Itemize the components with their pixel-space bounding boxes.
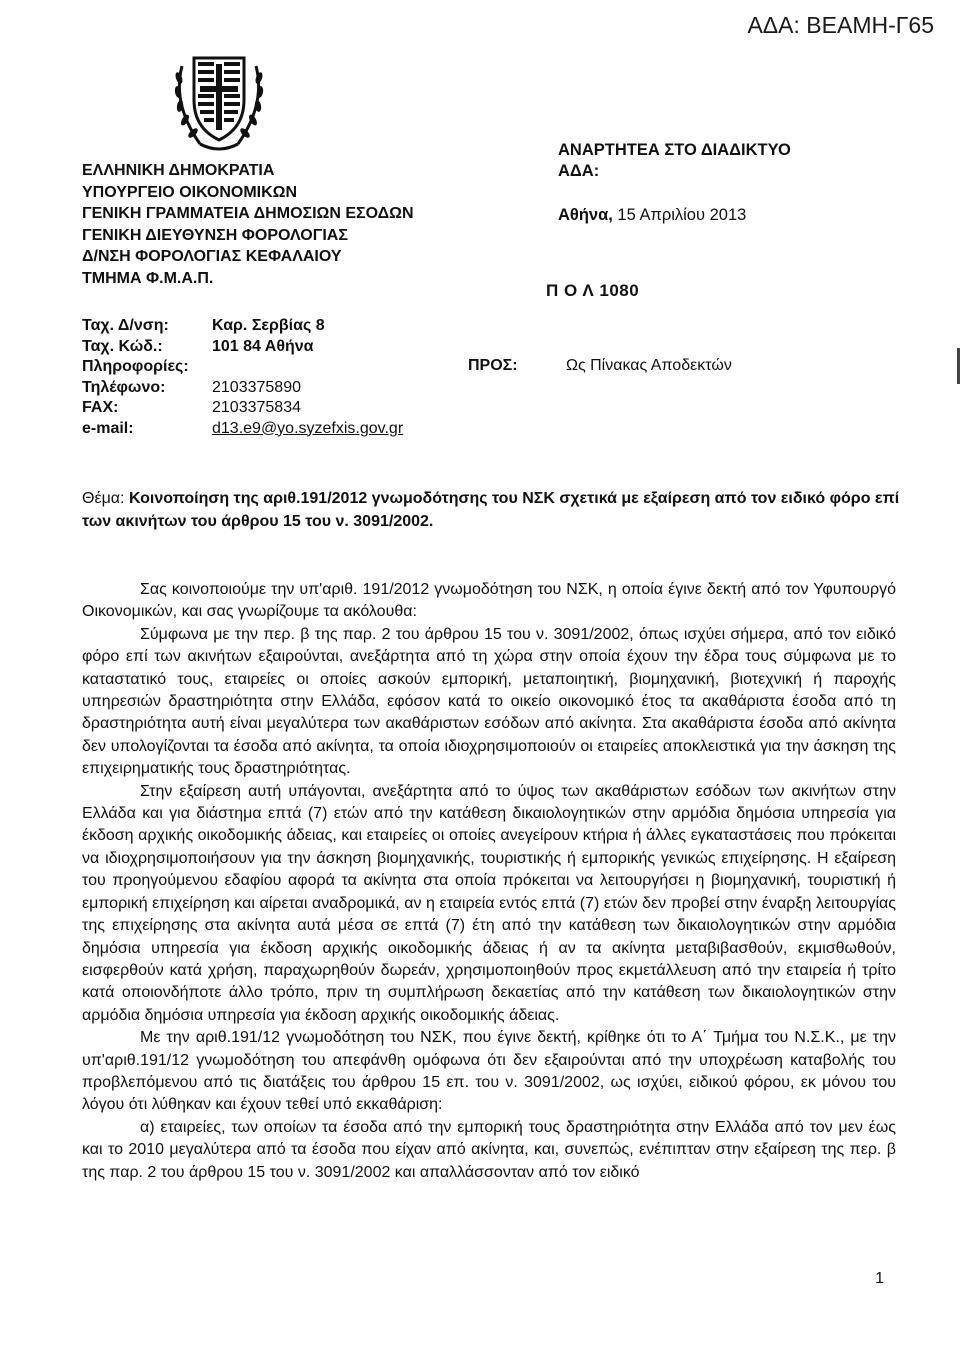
body-paragraph: Σας κοινοποιούμε την υπ'αριθ. 191/2012 γνωμοδότηση του ΝΣΚ, η οποία έγινε δεκτή από τον Υφυπουργό Οικονομικών, και σας γνωρίζουμε τα ακόλουθα: [82, 581, 896, 621]
contact-row-phone [82, 378, 403, 399]
address-label: Ταχ. Δ/νση: [82, 317, 169, 334]
authority-line: ΤΜΗΜΑ Φ.Μ.Α.Π. [82, 269, 214, 287]
document-body [82, 579, 896, 1184]
subject-text: Κοινοποίηση της αριθ.191/2012 γνωμοδότησης του ΝΣΚ σχετικά με εξαίρεση από τον ειδικό φόρο επί των ακινήτων του άρθρου 15 του ν. 3091/2002. [82, 490, 900, 530]
authority-line: ΓΕΝΙΚΗ ΔΙΕΥΘΥΝΣΗ ΦΟΡΟΛΟΓΙΑΣ [82, 226, 348, 244]
address-value: Καρ. Σερβίας 8 [212, 317, 325, 334]
email-link[interactable]: d13.e9@yo.syzefxis.gov.gr [212, 419, 404, 437]
body-paragraph: Στην εξαίρεση αυτή υπάγονται, ανεξάρτητα από το ύψος των ακαθάριστων εσόδων των ακινήτων στην Ελλάδα και για διάστημα επτά (7) ετών από την κατάθεση δικαιολογητικών στην αρμόδια δημόσια υπηρεσία για έκδοση αρχικής οικοδομικής άδειας, και εταιρείες οι οποίες ανεγείρουν κτήρια ή άλλες εγκαταστάσεις που πρόκειται να ιδιοχρησιμοποιήσουν για την άσκηση βιομηχανικής, τουριστικής ή εμπορικής γενικώς επιχείρησης. Η εξαίρεση του προηγούμενου εδαφίου αφορά τα ακίνητα στα οποία πρόκειται να λειτουργήσει η βιομηχανική, τουριστική ή εμπορική επιχείρηση και αίρεται αναδρομικά, αν η εταιρεία εντός επτά (7) ετών δεν προβεί στην έναρξη λειτουργίας της επιχείρησης στα ακίνητα αυτά μέσα σε επτά (7) έτη από την κατάθεση των δικαιολογητικών στην αρμόδια δημόσια υπηρεσία για έκδοση αρχικής οικοδομικής άδειας ή αν τα ακίνητα μεταβιβασθούν, εκμισθωθούν, εισφερθούν κατά χρήση, παραχωρηθούν δωρεάν, χρησιμοποιηθούν προς εκμετάλλευση από την εταιρεία ή τρίτο κατά οποιονδήποτε άλλο τρόπο, πριν τη συμπλήρωση δεκαετίας από την κατάθεση των δικαιολογητικών στην αρμόδια δημόσια υπηρεσία για έκδοση αρχικής οικοδομικής άδειας. [82, 782, 896, 1024]
body-paragraph: Σύμφωνα με την περ. β της παρ. 2 του άρθρου 15 του ν. 3091/2002, όπως ισχύει σήμερα, από τον ειδικό φόρο επί των ακινήτων εξαιρούνται, ανεξάρτητα από τη χώρα στην οποία έχουν την έδρα τους σύμφωνα με το καταστατικό τους, εταιρείες οι οποίες ασκούν εμπορική, μεταποιητική, βιομηχανική, βιοτεχνική ή παροχής υπηρεσιών δραστηριότητα στην Ελλάδα, εφόσον κατά το οικείο οικονομικό έτος τα ακαθάριστα έσοδα από τη δραστηριότητα αυτή είναι μεγαλύτερα των ακαθάριστων εσόδων από ακίνητα. Στα ακαθάριστα έσοδα από ακίνητα δεν υπολογίζονται τα έσοδα από ακίνητα, τα οποία ιδιοχρησιμοποιούν οι εταιρείες αποκλειστικά για την άσκηση της επιχειρηματικής τους δραστηριότητας. [82, 625, 896, 778]
date-city: Αθήνα, [558, 206, 613, 224]
fax-label: FAX: [82, 399, 119, 416]
ada-label: ΑΔΑ: [558, 162, 600, 180]
phone-label: Τηλέφωνο: [82, 378, 166, 396]
publish-label: ΑΝΑΡΤΗΤΕΑ ΣΤΟ ΔΙΑΔΙΚΤΥΟ [558, 141, 791, 159]
contact-row-address [82, 316, 403, 337]
to-label: ΠΡΟΣ: [468, 357, 518, 374]
contact-row-info [82, 357, 403, 378]
ada-code-header: ΑΔΑ: ΒΕΑΜΗ-Γ65 [747, 12, 934, 38]
contact-row-postal [82, 337, 403, 358]
pol-number: Π Ο Λ 1080 [546, 281, 640, 300]
date-value: 15 Απριλίου 2013 [617, 206, 747, 224]
authority-line: Δ/ΝΣΗ ΦΟΡΟΛΟΓΙΑΣ ΚΕΦΑΛΑΙΟΥ [82, 248, 342, 265]
postal-label: Ταχ. Κώδ.: [82, 337, 163, 355]
contact-row-email [82, 419, 403, 440]
info-label: Πληροφορίες: [82, 358, 189, 375]
subject-line [82, 488, 900, 533]
recipients-value: Ως Πίνακας Αποδεκτών [566, 357, 732, 374]
page-number: 1 [875, 1270, 884, 1287]
authority-line: ΕΛΛΗΝΙΚΗ ΔΗΜΟΚΡΑΤΙΑ [82, 162, 275, 179]
contact-row-fax [82, 398, 403, 419]
issuing-authority-block [82, 160, 414, 289]
body-paragraph: α) εταιρείες, των οποίων τα έσοδα από την εμπορική τους δραστηριότητα στην Ελλάδα από τον μεν έως και το 2010 μεγαλύτερα από τα έσοδα που είχαν από ακίνητα, και, συνεπώς, ενέπιπταν στην εξαίρεση της περ. β της παρ. 2 του άρθρου 15 του ν. 3091/2002 και απαλλάσσονταν από τον ειδικό [82, 1118, 896, 1181]
phone-value: 2103375890 [212, 378, 301, 396]
email-label: e-mail: [82, 419, 134, 437]
fax-value: 2103375834 [212, 399, 301, 416]
authority-line: ΥΠΟΥΡΓΕΙΟ ΟΙΚΟΝΟΜΙΚΩΝ [82, 183, 298, 201]
subject-label: Θέμα: [82, 490, 125, 507]
body-paragraph: Με την αριθ.191/12 γνωμοδότηση του ΝΣΚ, που έγινε δεκτή, κρίθηκε ότι το Α΄ Τμήμα του Ν.Σ.Κ., με την υπ'αριθ.191/12 γνωμοδότηση του απεφάνθη ομόφωνα ότι δεν εξαιρούνται από την υποχρέωση καταβολής του προβλεπόμενου από τις διατάξεις του άρθρου 15 επ. του ν. 3091/2002, ως ισχύει, ειδικού φόρου, εκ μόνου του λόγου ότι λύθηκαν και έχουν τεθεί υπό εκκαθάριση: [82, 1029, 896, 1114]
publish-header [558, 140, 791, 182]
authority-line: ΓΕΝΙΚΗ ΓΡΑΜΜΑΤΕΙΑ ΔΗΜΟΣΙΩΝ ΕΣΟΔΩΝ [82, 205, 414, 222]
greek-coat-of-arms-emblem [170, 44, 268, 156]
contact-block [82, 316, 403, 439]
postal-value: 101 84 Αθήνα [212, 337, 314, 355]
date-line [558, 206, 746, 225]
